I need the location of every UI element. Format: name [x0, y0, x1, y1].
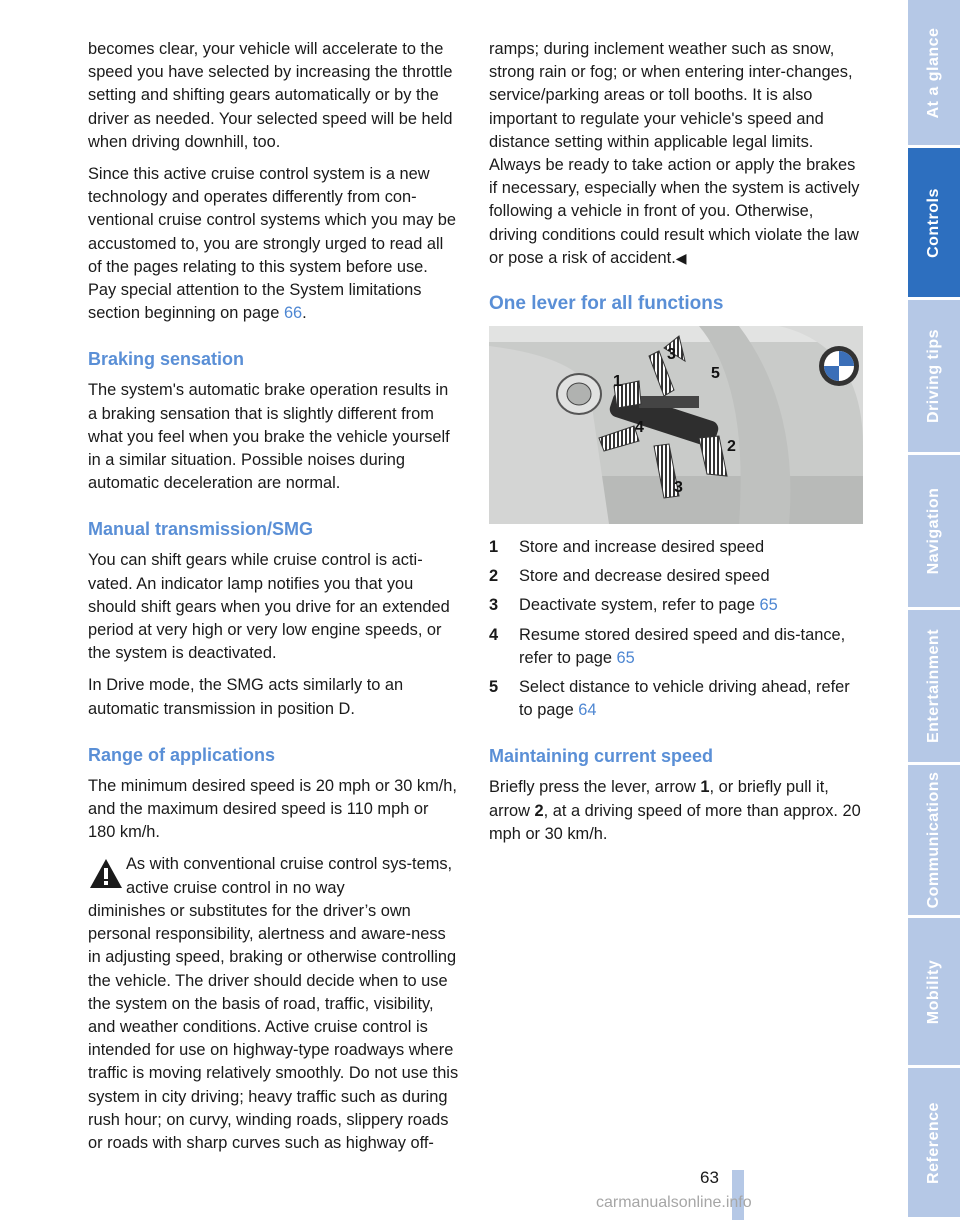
list-item — [489, 594, 861, 617]
list-number: 2 — [489, 567, 499, 586]
figure-label-1: 1 — [613, 373, 622, 391]
range-heading: Range of applications — [88, 744, 276, 765]
tab-controls[interactable] — [908, 148, 960, 300]
list-item-text: Deactivate system, refer to page — [519, 596, 760, 615]
list-number: 5 — [489, 678, 499, 697]
list-item — [489, 624, 861, 670]
manual-heading: Manual transmission/SMG — [88, 519, 314, 540]
manual-paragraph-2: In Drive mode, the SMG acts similarly to an automatic transmission in position D. — [88, 676, 404, 718]
warning-triangle-icon — [88, 857, 124, 890]
arrow-ref-2: 2 — [534, 801, 544, 820]
page-link-66[interactable]: 66 — [283, 304, 303, 323]
list-number: 1 — [489, 538, 499, 557]
left-column — [88, 38, 460, 1155]
tab-label: Entertainment — [925, 628, 942, 744]
list-text — [519, 676, 861, 722]
chapter-tabs — [908, 0, 960, 1220]
page-number: 63 — [700, 1168, 719, 1187]
figure-label-2: 2 — [727, 438, 736, 456]
figure-label-3-bottom: 3 — [674, 479, 683, 497]
list-item-text: Select distance to vehicle driving ahead, refer to page — [519, 678, 850, 720]
list-item-text: Resume stored desired speed and dis-tance, refer to page — [519, 625, 846, 667]
system-paragraph-text: Since this active cruise control system is a new technology and operates differently from con-ventional cruise control systems which you may be accustomed to, you are strongly urged to read all of the pages relating to this system before use. Pay special attention to the System limitations section beginning on page — [88, 165, 457, 323]
range-paragraph: The minimum desired speed is 20 mph or 30 km/h, and the maximum desired speed is 110 mph or 180 km/h. — [88, 776, 457, 842]
list-item — [489, 565, 861, 588]
figure-label-3-top: 3 — [667, 346, 676, 364]
warning-text: diminishes or substitutes for the driver’s own personal responsibility, alertness and aware-ness in adjusting speed, braking or otherwise controlling the vehicle. The driver should decide when to use the system on the basis of road, traffic, visibility, and weather conditions. Active cruise control is intended for use on highway-type roadways where traffic is moving relatively smoothly. Do not use this system in city driving; heavy traffic such as during rush hour; on curvy, winding roads, slippery roads or roads with sharp curves such as highway off- — [88, 901, 459, 1152]
tab-mobility[interactable] — [908, 918, 960, 1068]
page-link-65[interactable]: 65 — [759, 596, 778, 615]
period: . — [302, 304, 307, 323]
lever-figure — [489, 326, 863, 524]
intro-paragraph: becomes clear, your vehicle will accelerate to the speed you have selected by increasing the throttle setting and shifting gears automatically or by the driver as needed. Your selected speed will be held when driving downhill, too. — [88, 40, 453, 151]
tab-driving-tips[interactable] — [908, 300, 960, 455]
page-link-65[interactable]: 65 — [616, 648, 635, 667]
figure-label-5: 5 — [711, 365, 720, 383]
tab-label: Navigation — [925, 487, 942, 575]
list-item-text: Store and decrease desired speed — [519, 567, 770, 586]
lever-heading: One lever for all functions — [489, 293, 724, 315]
maintain-paragraph — [489, 776, 861, 846]
list-item — [489, 676, 861, 722]
list-text — [519, 624, 861, 670]
end-mark-icon: ◀ — [675, 249, 687, 266]
warning-block — [88, 853, 460, 1155]
braking-paragraph: The system's automatic brake operation results in a braking sensation that is slightly different from what you feel when you brake the vehicle yourself in a similar situation. Possible noises during automatic deceleration are normal. — [88, 381, 450, 493]
tab-label: At a glance — [925, 27, 942, 118]
warning-continuation-text: ramps; during inclement weather such as snow, strong rain or fog; or when entering inter-changes, service/parking areas or toll booths. It is also important to regulate your vehicle's speed and distance setting within applicable legal limits. Always be ready to take action or apply the brakes if necessary, especially when the system is actively following a vehicle in front of you. Otherwise, driving conditions could result which violate the law or pose a risk of accident. — [489, 40, 860, 267]
maintain-text-e: , at a driving speed of more than approx. 20 mph or 30 km/h. — [489, 801, 861, 843]
function-list — [489, 536, 861, 722]
steering-column-illustration — [489, 326, 863, 524]
tab-label: Mobility — [925, 959, 942, 1024]
maintain-text-c: , or briefly pull it, arrow — [489, 778, 829, 820]
list-number: 3 — [489, 596, 499, 615]
list-item — [489, 536, 861, 559]
tab-label: Controls — [925, 187, 942, 258]
list-text — [519, 594, 861, 617]
right-column — [489, 38, 861, 855]
system-paragraph — [88, 163, 460, 325]
list-text — [519, 536, 861, 559]
tab-entertainment[interactable] — [908, 610, 960, 765]
tab-label: Communications — [925, 771, 942, 909]
tab-label: Driving tips — [925, 328, 942, 424]
warning-first-lines: As with conventional cruise control sys-tems, active cruise control in no way — [126, 855, 453, 897]
manual-paragraph-1: You can shift gears while cruise control is acti-vated. An indicator lamp notifies you that you should shift gears when you drive for an extended period at very high or very low engine speeds, or the system is deactivated. — [88, 551, 450, 663]
tab-label: Reference — [925, 1101, 942, 1184]
tab-navigation[interactable] — [908, 455, 960, 610]
tab-at-a-glance[interactable] — [908, 0, 960, 148]
braking-heading: Braking sensation — [88, 349, 245, 370]
list-text — [519, 565, 861, 588]
figure-label-4: 4 — [635, 419, 644, 437]
warning-continuation — [489, 38, 861, 270]
tab-communications[interactable] — [908, 765, 960, 918]
list-item-text: Store and increase desired speed — [519, 538, 765, 557]
maintain-heading: Maintaining current speed — [489, 746, 714, 767]
list-number: 4 — [489, 625, 499, 644]
arrow-ref-1: 1 — [700, 778, 710, 797]
tab-reference[interactable] — [908, 1068, 960, 1220]
maintain-text-a: Briefly press the lever, arrow — [489, 778, 701, 797]
page-link-64[interactable]: 64 — [578, 701, 597, 720]
watermark: carmanualsonline.info — [596, 1194, 752, 1211]
